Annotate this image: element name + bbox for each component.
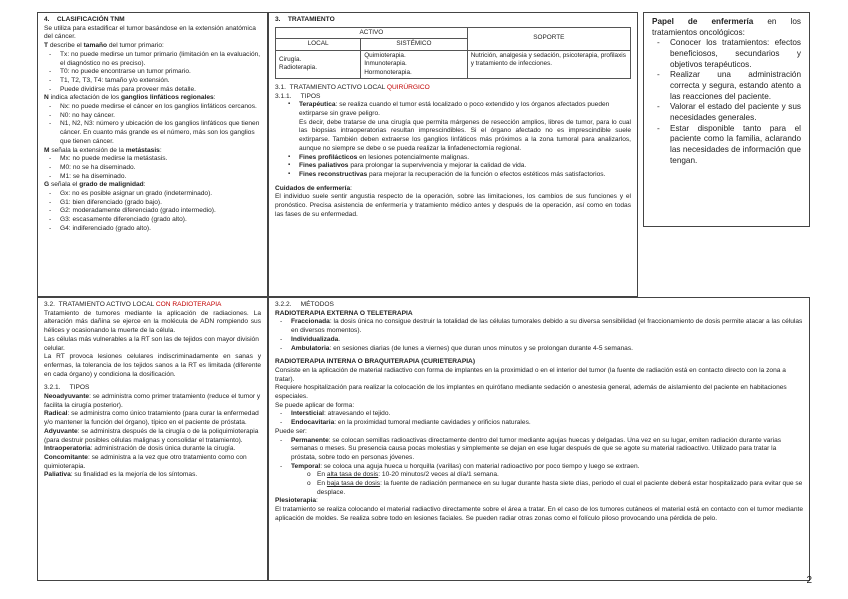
g-list — [44, 190, 261, 234]
type-item: Neoadyuvante: se administra como primer tratamiento (reduce el tumor y facilita la cirugía posterior). — [44, 393, 261, 409]
m-list — [44, 155, 261, 181]
form-list — [275, 410, 803, 427]
paragraph: Consiste en la aplicación de material radiactivo con forma de implantes en la proximidad o en el interior del tumor (la fuente de radiación está en contacto directo con la zona a tratar). — [275, 366, 786, 383]
g-line: G señala el grado de malignidad: — [44, 181, 146, 189]
table-cell: Cirugía. Radioterapia. — [276, 50, 361, 78]
internal-title: RADIOTERAPIA INTERNA O BRAQUITERAPIA (CURIETERAPIA) — [275, 358, 476, 366]
list-item: - Permanente: se colocan semillas radioactivas directamente dentro del tumor mediante agujas huecas y delgadas. Una vez en su lugar, emiten radiación durante varias semanas o meses. Su presencia causa pocas molestias y simplemente se dejan en ese lugar después de que se agote su material radioactivo. Utilizado para tratar la próstata, sobre todo en personas jóvenes. — [291, 437, 803, 463]
list-item: - Realizar una administración correcta y segura, estando atento a las reacciones del paciente. — [670, 70, 801, 102]
t-list — [44, 51, 261, 95]
be-list — [275, 437, 803, 472]
methods-section — [268, 297, 810, 581]
treatment-section — [268, 12, 638, 297]
type-item: Intraoperatoria: administración de dosis única durante la cirugía. — [44, 445, 236, 453]
list-item: - Mx: no puede medirse la metástasis. — [60, 155, 261, 164]
nursing-role-box — [643, 12, 810, 227]
care-text: El individuo suele sentir angustia respecto de la operación, sobre las limitaciones, los cambios de sus funciones y el pronóstico. Precisa asistencia de enfermería y tratamiento médico antes y después de la operación, así como en todas las fases de su enfermedad. — [275, 193, 631, 218]
paragraph: Puede ser: — [275, 427, 307, 435]
list-item: - N1, N2, N3: número y ubicación de los ganglios linfáticos que tienen cáncer. En cuanto más grande es el número, más son los ganglios que tienen cáncer. — [60, 120, 261, 146]
role-title: Papel de enfermería en los tratamientos oncológicos: — [652, 17, 801, 37]
paragraph: La RT provoca lesiones celulares indiscriminadamente en sanas y enfermas, la tolerancia de los tejidos sanos a la RT es limitada (diferente en cada órgano) y condiciona la dosificación. — [44, 353, 261, 378]
table-header-activo: ACTIVO — [276, 27, 468, 38]
table-cell: Nutrición, analgesia y sedación, psicoterapia, profilaxis y tratamiento de infecciones. — [467, 50, 630, 78]
list-item: - Temporal: se coloca una aguja hueca u horquilla (varillas) con material radioactivo por poco tiempo y luego se extraen. — [291, 463, 803, 472]
list-item: - Fraccionada: la dosis única no consigue destruir la totalidad de las células tumorales debido a su diversa sensibilidad (el fraccionamiento de dosis permite atacar a las células en diversos momentos). — [291, 318, 803, 335]
list-item: ▪ Fines reconstructivas para mejorar la recuperación de la función o efectos estéticos más satisfactorios. — [299, 171, 631, 180]
table-header-sistemico: SISTÉMICO — [361, 39, 468, 50]
type-item: Concomitante: se administra a la vez que otro tratamiento como con quimioterapia. — [44, 453, 247, 470]
list-item: - Individualizada. — [291, 336, 803, 345]
paragraph: Requiere hospitalización para realizar la colocación de los implantes en quirófano mediante sedación o anestesia general, además de aislamiento del paciente en habitaciones especiales. — [275, 384, 787, 401]
list-item: - Gx: no es posible asignar un grado (indeterminado). — [60, 190, 261, 199]
curative-note: Es decir, debe tratarse de una cirugía que permita márgenes de resección amplios, libres de tumor, para lo cual las biopsias intraoperatorias resultan imprescindibles. Si el órgano afectado no es imprescindible suele extirparse. También deben extraerse los ganglios linfáticos más próximos a la zona tumoral para analizarlos, aunque no siempre se debe o se pueda realizar la linfadenectomía regional. — [299, 118, 631, 152]
plesio-title: Plesioterapia: — [275, 497, 318, 505]
list-item: - Nx: no puede medirse el cáncer en los ganglios linfáticos cercanos. — [60, 103, 261, 112]
list-item: - G1: bien diferenciado (grado bajo). — [60, 199, 261, 208]
paragraph: Las células más vulnerables a la RT son las de tejidos con mayor división celular. — [44, 335, 259, 352]
list-item: - G4: indiferenciado (grado alto). — [60, 225, 261, 234]
list-item: ▪ Terapéutica: se realiza cuando el tumor está localizado o poco extendido y los órganos afectados pueden extirparse sin grave peligro. Es decir, debe tratarse de una cirugía que permita márgenes de resección amplios, libres de tumor, para lo cual las biopsias intraoperatorias resultan imprescindibles. Si el órgano afectado no es imprescindible suele extirparse. También deben extraerse los ganglios linfáticos más próximos a la zona tumoral para analizarlos, aunque no siempre se debe o se pueda realizar la linfadenectomía regional. — [299, 101, 631, 153]
page-number: 2 — [806, 575, 812, 586]
list-item: - Intersticial: atravesando el tejido. — [291, 410, 803, 419]
list-item: - T0: no puede encontrarse un tumor primario. — [60, 68, 261, 77]
paragraph: Se utiliza para estadificar el tumor basándose en la extensión anatómica del cáncer. — [44, 24, 256, 41]
external-list — [275, 318, 803, 353]
table-header-local: LOCAL — [276, 39, 361, 50]
types-title: 3.2.1. TIPOS — [44, 384, 90, 392]
type-item: Adyuvante: se administra después de la cirugía o de la poliquimioterapia (para destruir posibles células malignas y consolidar el tratamiento). — [44, 427, 259, 444]
table-cell: Quimioterapia. Inmunoterapia. Hormonoterapia. — [361, 50, 468, 78]
section-title: 3.2.2. MÉTODOS — [275, 301, 334, 308]
list-item: - Conocer los tratamientos: efectos beneficiosos, secundarios y objetivos terapéuticos. — [670, 38, 801, 70]
plesio-text: El tratamiento se realiza colocando el material radiactivo directamente sobre el área a tratar. En el caso de los tumores cutáneos el material está en contacto con el tumor mediante aplicación de moldes. Se realiza sobre todo en lesiones faciales. Se pueden radiar otras zonas como el folículo piloso provocando una pérdida de pelo. — [275, 506, 803, 522]
list-item: o En baja tasa de dosis: la fuente de radiación permanece en su lugar durante hasta siete días, periodo el cual el paciente deberá estar hospitalizado para evitar que se desplace. — [317, 480, 803, 497]
section-title: 3.2. TRATAMIENTO ACTIVO LOCAL CON RADIOTERAPIA — [44, 301, 222, 308]
tnm-classification-section — [37, 12, 268, 297]
type-item: Radical: se administra como único tratamiento (para curar la enfermedad y/o mantener la función del órgano), típico en el paciente de próstata. — [44, 410, 259, 427]
types-title: 3.1.1. TIPOS — [275, 92, 321, 100]
list-item: - M1: se ha diseminado. — [60, 173, 261, 182]
section-title: 4. CLASIFICACIÓN TNM — [44, 16, 125, 23]
section-title: 3. TRATAMIENTO — [275, 16, 335, 23]
surgery-types-list — [275, 101, 631, 179]
list-item: - Valorar el estado del paciente y sus necesidades generales. — [670, 102, 801, 123]
list-item: - N0: no hay cáncer. — [60, 112, 261, 121]
list-item: - T1, T2, T3, T4: tamaño y/o extensión. — [60, 77, 261, 86]
n-line: N indica afectación de los ganglios linfáticos regionales: — [44, 94, 216, 102]
table-header-soporte: SOPORTE — [467, 27, 630, 50]
paragraph: Tratamiento de tumores mediante la aplicación de radiaciones. La alteración más dañina se ejerce en la molécula de ADN rompiendo sus hélices y ocasionando la muerte de la célula. — [44, 309, 261, 335]
t-line: T describe el tamaño del tumor primario: — [44, 42, 164, 50]
list-item: ▪ Fines profilácticos en lesiones potencialmente malignas. — [299, 154, 631, 163]
external-title: RADIOTERAPIA EXTERNA O TELETERAPIA — [275, 309, 413, 317]
list-item: - Endocavitaria: en la proximidad tumoral mediante cavidades y orificios naturales. — [291, 419, 803, 428]
role-list — [652, 38, 801, 166]
list-item: - G2: moderadamente diferenciado (grado intermedio). — [60, 207, 261, 216]
care-title: Cuidados de enfermería: — [275, 184, 352, 192]
m-line: M señala la extensión de la metástasis: — [44, 146, 162, 154]
dose-list — [275, 471, 803, 497]
type-item: Paliativa: su finalidad es la mejoría de los síntomas. — [44, 471, 198, 479]
list-item: o En alta tasa de dosis: 10-20 minutos/2 veces al día/1 semana. — [317, 471, 803, 480]
list-item: - Puede dividirse más para proveer más detalle. — [60, 86, 261, 95]
treatment-table — [275, 27, 631, 79]
radiotherapy-section — [37, 297, 268, 581]
subsection-title: 3.1. TRATAMIENTO ACTIVO LOCAL QUIRÚRGICO — [275, 83, 430, 91]
n-list — [44, 103, 261, 147]
list-item: - Tx: no puede medirse un tumor primario (limitación en la evaluación, el diagnóstico no es preciso). — [60, 51, 261, 68]
list-item: - M0: no se ha diseminado. — [60, 164, 261, 173]
list-item: - Ambulatoria: en sesiones diarias (de lunes a viernes) que duran unos minutos y se prolongan durante 4-5 semanas. — [291, 345, 803, 354]
list-item: - G3: escasamente diferenciado (grado alto). — [60, 216, 261, 225]
list-item: ▪ Fines paliativos para prolongar la supervivencia y mejorar la calidad de vida. — [299, 162, 631, 171]
paragraph: Se puede aplicar de forma: — [275, 401, 355, 409]
list-item: - Estar disponible tanto para el paciente como la familia, aclarando las necesidades de información que tengan. — [670, 124, 801, 167]
